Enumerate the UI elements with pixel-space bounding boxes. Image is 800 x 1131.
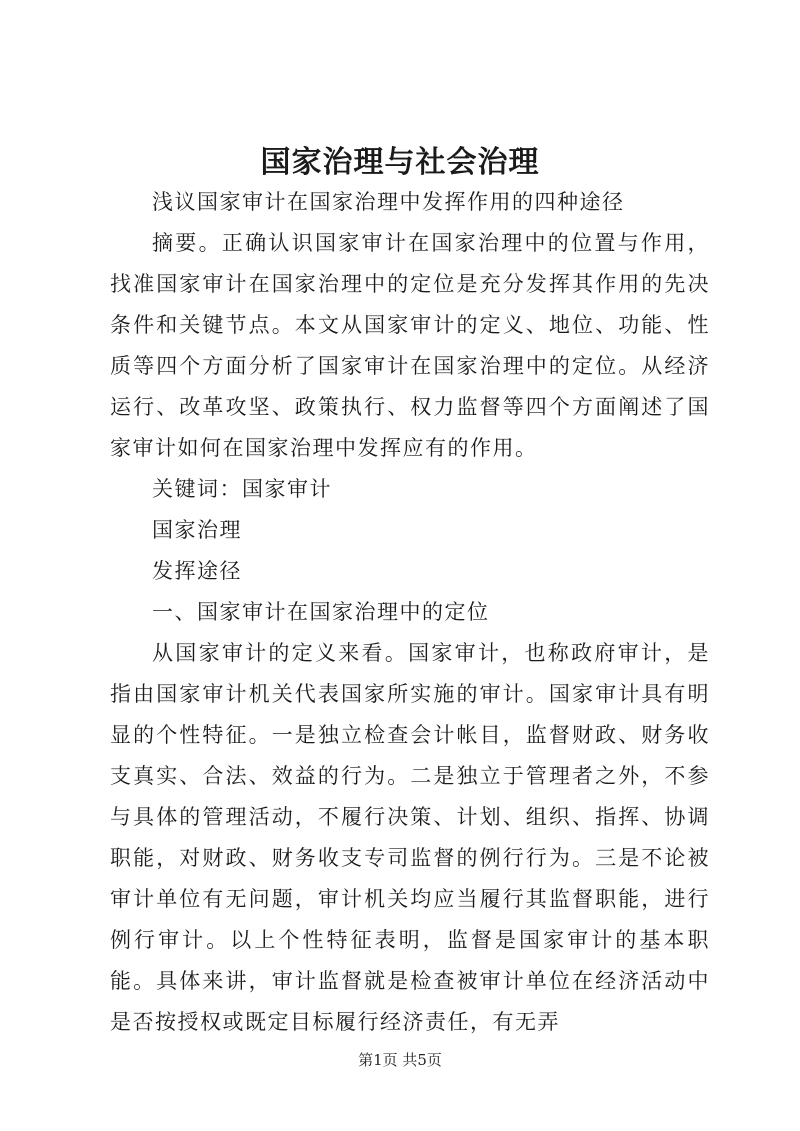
- keyword-line: 国家治理: [152, 518, 242, 542]
- abstract-paragraph: 摘要。正确认识国家审计在国家治理中的位置与作用，找准国家审计在国家治理中的定位是充分发挥其作用的先决条件和关键节点。本文从国家审计的定义、地位、功能、性质等四个方面分析了国家审计在国家治理中的定位。从经济运行、改革攻坚、政策执行、权力监督等四个方面阐述了国家审计如何在国家治理中发挥应有的作用。: [110, 231, 710, 460]
- page-footer: 第1页 共5页: [358, 1051, 442, 1069]
- keywords-paragraph: 关键词：国家审计: [152, 477, 332, 501]
- section-heading: 一、国家审计在国家治理中的定位: [152, 600, 490, 624]
- body-paragraph: 从国家审计的定义来看。国家审计，也称政府审计，是指由国家审计机关代表国家所实施的审计。国家审计具有明显的个性特征。一是独立检查会计帐目，监督财政、财务收支真实、合法、效益的行为。二是独立于管理者之外，不参与具体的管理活动，不履行决策、计划、组织、指挥、协调职能，对财政、财务收支专司监督的例行行为。三是不论被审计单位有无问题，审计机关均应当履行其监督职能，进行例行审计。以上个性特征表明，监督是国家审计的基本职能。具体来讲，审计监督就是检查被审计单位在经济活动中是否按授权或既定目标履行经济责任，有无弄: [110, 641, 710, 1034]
- document-body: [110, 182, 710, 1043]
- document-title: 国家治理与社会治理: [260, 145, 540, 180]
- subtitle-paragraph: 浅议国家审计在国家治理中发挥作用的四种途径: [152, 190, 625, 214]
- keyword-line: 发挥途径: [152, 559, 242, 583]
